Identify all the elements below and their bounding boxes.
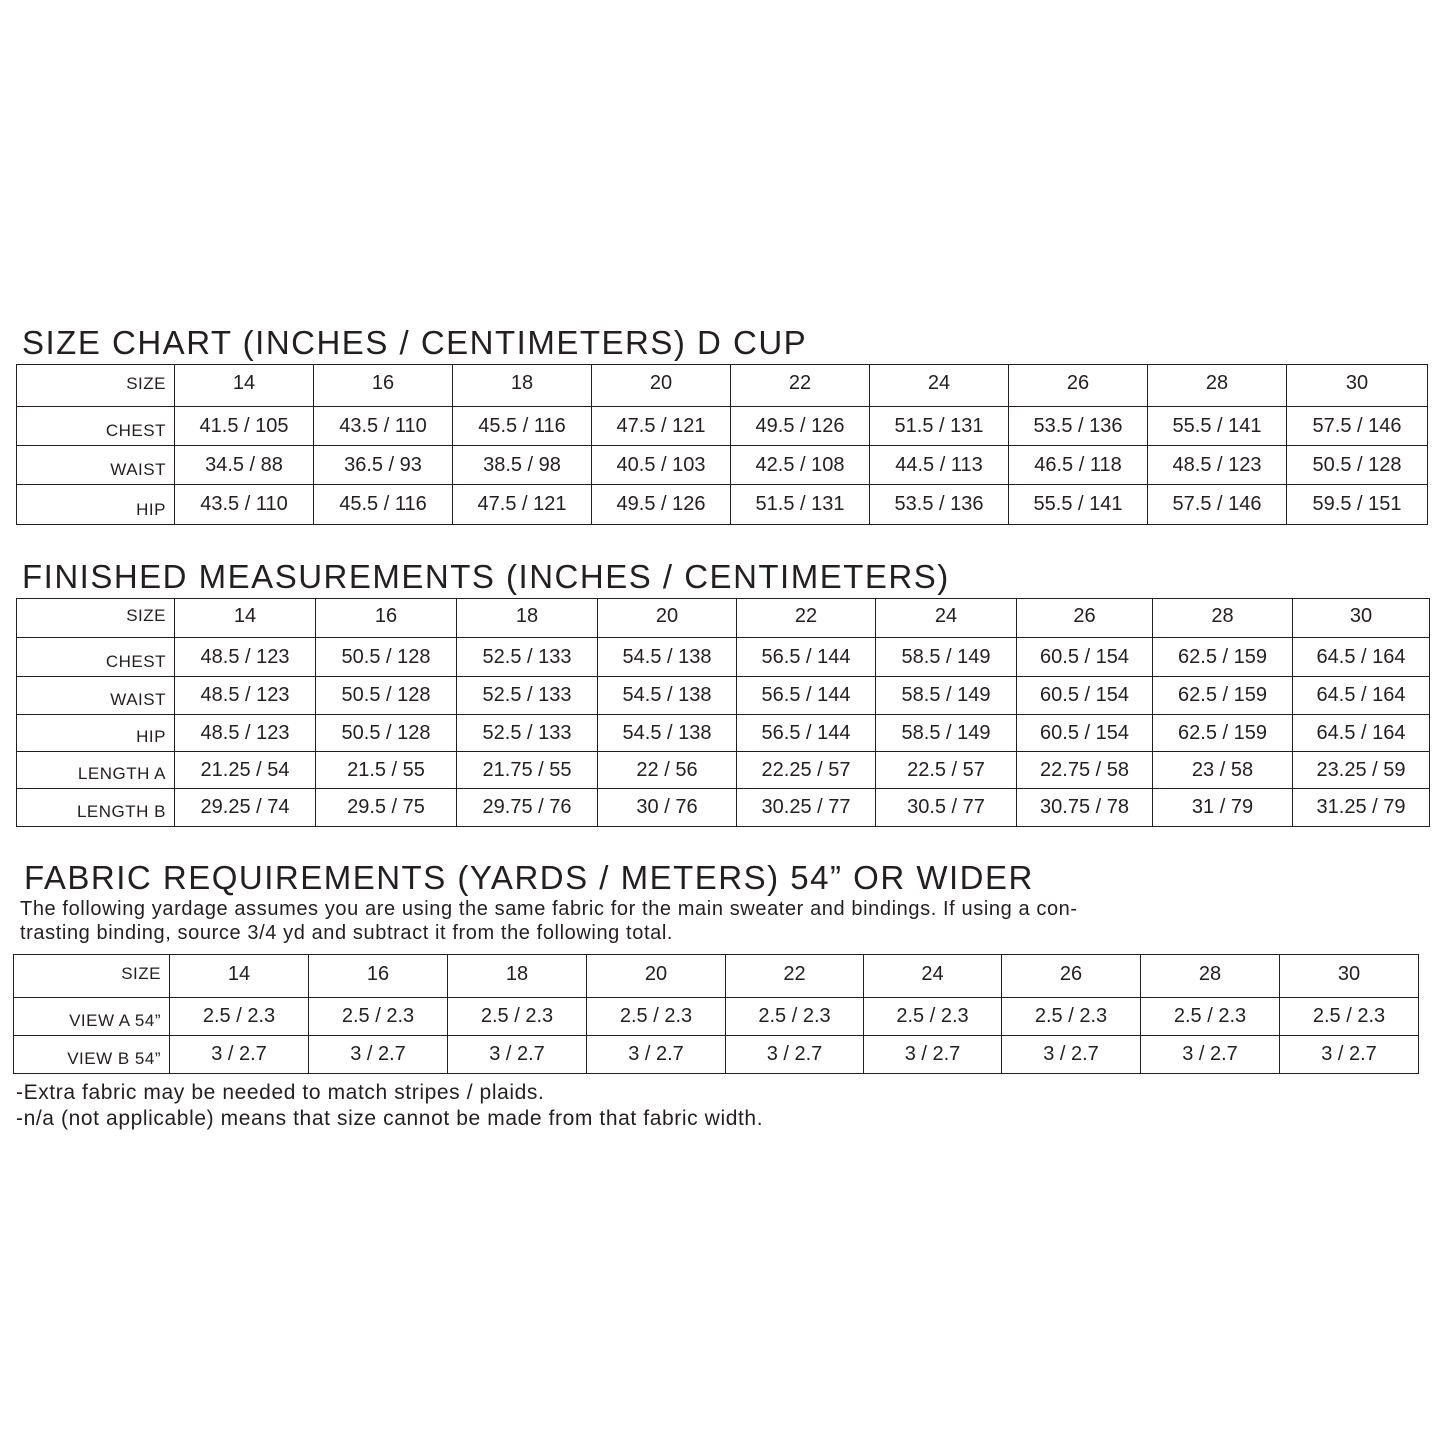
size-header-cell: 22 [731, 365, 870, 407]
finished-measurements-title: FINISHED MEASUREMENTS (INCHES / CENTIMETERS) [22, 558, 950, 595]
measurement-cell: 48.5 / 123 [175, 715, 316, 752]
table-row [17, 407, 1428, 446]
measurement-cell: 50.5 / 128 [316, 715, 457, 752]
measurement-cell: 64.5 / 164 [1293, 638, 1430, 677]
measurement-cell: 51.5 / 131 [870, 407, 1009, 446]
measurement-cell: 2.5 / 2.3 [448, 998, 587, 1036]
measurement-cell: 22 / 56 [598, 752, 737, 789]
measurement-cell: 45.5 / 116 [314, 485, 453, 525]
measurement-cell: 54.5 / 138 [598, 638, 737, 677]
measurement-cell: 2.5 / 2.3 [587, 998, 726, 1036]
fabric-note-not-applicable: -n/a (not applicable) means that size cannot be made from that fabric width. [16, 1107, 764, 1130]
measurement-cell: 31.25 / 79 [1293, 789, 1430, 827]
size-header-cell: 16 [316, 599, 457, 638]
size-header-row [14, 955, 1419, 998]
size-header-cell: 16 [314, 365, 453, 407]
measurement-cell: 62.5 / 159 [1153, 677, 1293, 715]
measurement-cell: 54.5 / 138 [598, 715, 737, 752]
row-label: WAIST [17, 677, 175, 715]
size-header-cell: 14 [175, 365, 314, 407]
table-row [17, 446, 1428, 485]
measurement-cell: 42.5 / 108 [731, 446, 870, 485]
measurement-cell: 2.5 / 2.3 [1141, 998, 1280, 1036]
measurement-cell: 40.5 / 103 [592, 446, 731, 485]
row-label: WAIST [17, 446, 175, 485]
fabric-requirements-title: FABRIC REQUIREMENTS (YARDS / METERS) 54” OR WIDER [24, 859, 1034, 896]
measurement-cell: 22.5 / 57 [876, 752, 1017, 789]
fabric-requirements-table [13, 954, 1419, 1074]
measurement-cell: 3 / 2.7 [1280, 1036, 1419, 1074]
measurement-cell: 29.75 / 76 [457, 789, 598, 827]
measurement-cell: 53.5 / 136 [1009, 407, 1148, 446]
fabric-requirements-body [14, 955, 1419, 1074]
measurement-cell: 50.5 / 128 [316, 638, 457, 677]
size-header-cell: 24 [870, 365, 1009, 407]
measurement-cell: 57.5 / 146 [1148, 485, 1287, 525]
size-header-cell: 24 [876, 599, 1017, 638]
measurement-cell: 3 / 2.7 [726, 1036, 864, 1074]
measurement-cell: 3 / 2.7 [170, 1036, 309, 1074]
measurement-cell: 60.5 / 154 [1017, 677, 1153, 715]
measurement-cell: 2.5 / 2.3 [309, 998, 448, 1036]
table-row [17, 715, 1430, 752]
measurement-cell: 58.5 / 149 [876, 677, 1017, 715]
size-header-label: SIZE [14, 955, 170, 998]
measurement-cell: 21.5 / 55 [316, 752, 457, 789]
table-row [17, 789, 1430, 827]
row-label: CHEST [17, 407, 175, 446]
measurement-cell: 52.5 / 133 [457, 677, 598, 715]
measurement-cell: 47.5 / 121 [453, 485, 592, 525]
size-header-cell: 20 [587, 955, 726, 998]
measurement-cell: 31 / 79 [1153, 789, 1293, 827]
measurement-cell: 3 / 2.7 [1002, 1036, 1141, 1074]
measurement-cell: 47.5 / 121 [592, 407, 731, 446]
measurement-cell: 62.5 / 159 [1153, 715, 1293, 752]
measurement-cell: 2.5 / 2.3 [1280, 998, 1419, 1036]
measurement-cell: 55.5 / 141 [1148, 407, 1287, 446]
measurement-cell: 52.5 / 133 [457, 715, 598, 752]
measurement-cell: 23 / 58 [1153, 752, 1293, 789]
measurement-cell: 3 / 2.7 [448, 1036, 587, 1074]
measurement-cell: 30.5 / 77 [876, 789, 1017, 827]
finished-measurements-body [17, 599, 1430, 827]
measurement-cell: 45.5 / 116 [453, 407, 592, 446]
size-header-cell: 26 [1002, 955, 1141, 998]
fabric-description-line-1: The following yardage assumes you are using the same fabric for the main sweater and bindings. If using a con- [20, 898, 1078, 920]
size-header-cell: 22 [726, 955, 864, 998]
table-row [14, 998, 1419, 1036]
measurement-cell: 21.25 / 54 [175, 752, 316, 789]
measurement-cell: 55.5 / 141 [1009, 485, 1148, 525]
measurement-cell: 30.25 / 77 [737, 789, 876, 827]
measurement-cell: 2.5 / 2.3 [1002, 998, 1141, 1036]
measurement-cell: 56.5 / 144 [737, 677, 876, 715]
measurement-cell: 60.5 / 154 [1017, 715, 1153, 752]
size-header-cell: 24 [864, 955, 1002, 998]
row-label: VIEW B 54” [14, 1036, 170, 1074]
table-row [14, 1036, 1419, 1074]
size-header-cell: 26 [1009, 365, 1148, 407]
size-header-cell: 14 [175, 599, 316, 638]
measurement-cell: 43.5 / 110 [314, 407, 453, 446]
measurement-cell: 2.5 / 2.3 [726, 998, 864, 1036]
size-header-cell: 28 [1141, 955, 1280, 998]
measurement-cell: 49.5 / 126 [731, 407, 870, 446]
measurement-cell: 48.5 / 123 [1148, 446, 1287, 485]
row-label: CHEST [17, 638, 175, 677]
measurement-cell: 58.5 / 149 [876, 715, 1017, 752]
measurement-cell: 51.5 / 131 [731, 485, 870, 525]
size-header-cell: 22 [737, 599, 876, 638]
size-chart-table [16, 364, 1428, 525]
measurement-cell: 36.5 / 93 [314, 446, 453, 485]
size-header-row [17, 365, 1428, 407]
size-header-cell: 18 [457, 599, 598, 638]
measurement-cell: 2.5 / 2.3 [864, 998, 1002, 1036]
size-header-cell: 16 [309, 955, 448, 998]
measurement-cell: 60.5 / 154 [1017, 638, 1153, 677]
measurement-cell: 62.5 / 159 [1153, 638, 1293, 677]
table-row [17, 485, 1428, 525]
measurement-cell: 29.5 / 75 [316, 789, 457, 827]
measurement-cell: 3 / 2.7 [309, 1036, 448, 1074]
measurement-cell: 52.5 / 133 [457, 638, 598, 677]
measurement-cell: 50.5 / 128 [316, 677, 457, 715]
size-header-cell: 28 [1153, 599, 1293, 638]
size-header-cell: 30 [1280, 955, 1419, 998]
measurement-cell: 38.5 / 98 [453, 446, 592, 485]
measurement-cell: 34.5 / 88 [175, 446, 314, 485]
measurement-cell: 3 / 2.7 [1141, 1036, 1280, 1074]
measurement-cell: 58.5 / 149 [876, 638, 1017, 677]
measurement-cell: 2.5 / 2.3 [170, 998, 309, 1036]
size-header-cell: 28 [1148, 365, 1287, 407]
table-row [17, 638, 1430, 677]
measurement-cell: 56.5 / 144 [737, 715, 876, 752]
size-header-cell: 18 [453, 365, 592, 407]
finished-measurements-table [16, 598, 1430, 827]
measurement-cell: 46.5 / 118 [1009, 446, 1148, 485]
size-header-cell: 20 [598, 599, 737, 638]
table-row [17, 677, 1430, 715]
size-header-cell: 30 [1287, 365, 1428, 407]
size-header-cell: 26 [1017, 599, 1153, 638]
size-header-cell: 30 [1293, 599, 1430, 638]
measurement-cell: 23.25 / 59 [1293, 752, 1430, 789]
measurement-cell: 64.5 / 164 [1293, 715, 1430, 752]
measurement-cell: 21.75 / 55 [457, 752, 598, 789]
measurement-cell: 30.75 / 78 [1017, 789, 1153, 827]
measurement-cell: 29.25 / 74 [175, 789, 316, 827]
measurement-cell: 64.5 / 164 [1293, 677, 1430, 715]
fabric-note-stripes: -Extra fabric may be needed to match stripes / plaids. [16, 1081, 545, 1104]
size-header-cell: 18 [448, 955, 587, 998]
row-label: HIP [17, 485, 175, 525]
measurement-cell: 22.75 / 58 [1017, 752, 1153, 789]
measurement-cell: 44.5 / 113 [870, 446, 1009, 485]
measurement-cell: 3 / 2.7 [587, 1036, 726, 1074]
size-header-cell: 14 [170, 955, 309, 998]
measurement-cell: 49.5 / 126 [592, 485, 731, 525]
measurement-cell: 54.5 / 138 [598, 677, 737, 715]
measurement-cell: 56.5 / 144 [737, 638, 876, 677]
table-row [17, 752, 1430, 789]
measurement-cell: 57.5 / 146 [1287, 407, 1428, 446]
measurement-cell: 53.5 / 136 [870, 485, 1009, 525]
row-label: LENGTH A [17, 752, 175, 789]
size-chart-title: SIZE CHART (INCHES / CENTIMETERS) D CUP [22, 324, 808, 361]
measurement-cell: 48.5 / 123 [175, 677, 316, 715]
measurement-cell: 41.5 / 105 [175, 407, 314, 446]
size-header-label: SIZE [17, 599, 175, 638]
row-label: VIEW A 54” [14, 998, 170, 1036]
size-header-cell: 20 [592, 365, 731, 407]
row-label: HIP [17, 715, 175, 752]
measurement-cell: 50.5 / 128 [1287, 446, 1428, 485]
measurement-cell: 30 / 76 [598, 789, 737, 827]
measurement-cell: 22.25 / 57 [737, 752, 876, 789]
fabric-description-line-2: trasting binding, source 3/4 yd and subtract it from the following total. [20, 922, 674, 944]
size-chart-body [17, 365, 1428, 525]
size-header-row [17, 599, 1430, 638]
measurement-cell: 48.5 / 123 [175, 638, 316, 677]
size-header-label: SIZE [17, 365, 175, 407]
measurement-cell: 59.5 / 151 [1287, 485, 1428, 525]
measurement-cell: 3 / 2.7 [864, 1036, 1002, 1074]
row-label: LENGTH B [17, 789, 175, 827]
measurement-cell: 43.5 / 110 [175, 485, 314, 525]
